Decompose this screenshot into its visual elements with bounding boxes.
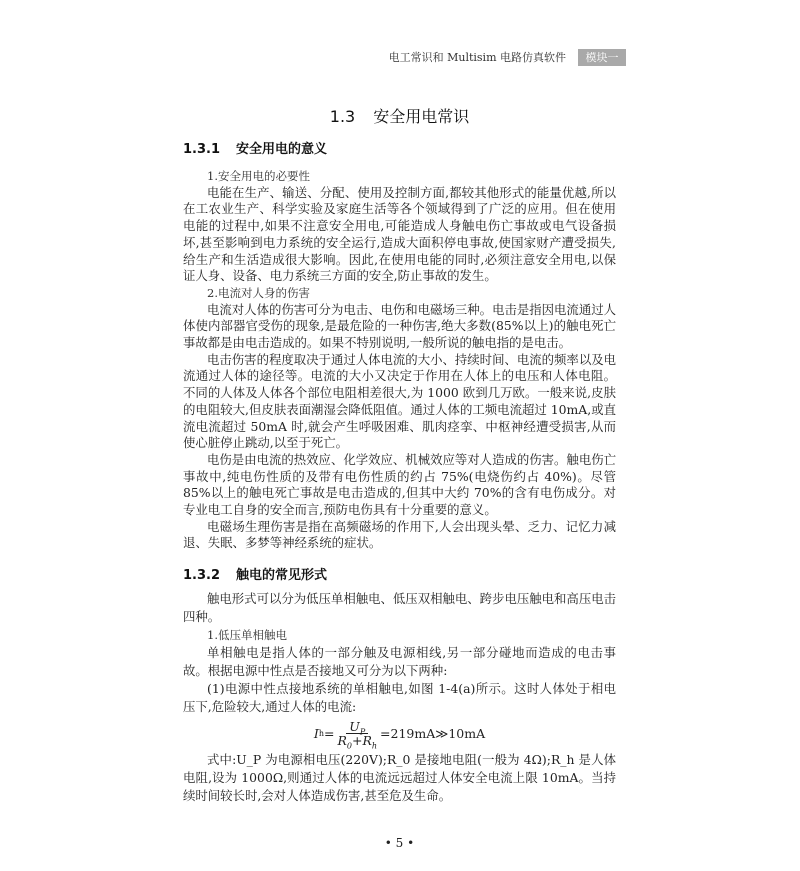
paragraph: 电流对人体的伤害可分为电击、电伤和电磁场三种。电击是指因电流通过人体使内部器官受伤的现象,是最危险的一种伤害,绝大多数(85%以上)的触电死亡事故都是由电击造成的。如果不特别说明,一般所说的触电指的是电击。 (183, 301, 616, 351)
subsection-title: 触电的常见形式 (236, 568, 328, 584)
subsection-number: 1.3.1 (183, 142, 221, 157)
section-number: 1.3 (329, 107, 356, 126)
section-title-text: 安全用电常识 (373, 107, 470, 126)
numerator-symbol: U (349, 719, 360, 735)
page-number: • 5 • (384, 836, 415, 851)
fraction-numerator (346, 719, 368, 737)
paragraph: 电磁场生理伤害是指在高频磁场的作用下,人会出现头晕、乏力、记忆力减退、失眠、多梦等神经系统的症状。 (183, 518, 616, 551)
subsection-title: 安全用电的意义 (236, 142, 328, 157)
fraction-denominator: $R_0+R_h$ (337, 733, 378, 751)
numerator-sub: P (359, 727, 366, 737)
formula-rhs: =219mA≫10mA (380, 725, 486, 741)
subsection-1-3-2 (183, 567, 616, 805)
paragraph: 电击伤害的程度取决于通过人体电流的大小、持续时间、电流的频率以及电流通过人体的途径等。电流的大小又决定于作用在人体上的电压和人体电阻。不同的人体及人体各个部位电阻相差很大,为 1000 欧到几万欧。一般来说,皮肤的电阻较大,但皮肤表面潮湿会降低阻值。通过人体的工频电流超过 10mA,或直流电流超过 50mA 时,就会产生呼吸困难、肌肉痉挛、中枢神经遭受损害,从而使心脏停止跳动,以至于死亡。 (183, 351, 616, 451)
formula-fraction (337, 719, 378, 751)
module-badge: 模块一 (578, 49, 626, 66)
den-a-sub: 0 (346, 741, 352, 751)
subsection-1-3-1 (183, 141, 616, 552)
den-b: R (362, 733, 372, 749)
paragraph: 单相触电是指人体的一部分触及电源相线,另一部分碰地而造成的电击事故。根据电源中性点是否接地又可分为以下两种: (183, 645, 616, 679)
paragraph: 电能在生产、输送、分配、使用及控制方面,都较其他形式的能量优越,所以在工农业生产、科学实验及家庭生活等各个领域得到了广泛的应用。但在使用电能的过程中,如果不注意安全用电,可能造成人身触电伤亡事故或电气设备损坏,甚至影响到电力系统的安全运行,造成大面积停电事故,使国家财产遭受损失,给生产和生活造成很大影响。因此,在使用电能的同时,必须注意安全用电,以保证人身、设备、电力系统三方面的安全,防止事故的发生。 (183, 184, 616, 284)
formula-lhs: I (313, 725, 319, 741)
item-heading: 1.安全用电的必要性 (207, 169, 310, 183)
running-header (183, 49, 626, 66)
current-formula: I h = $\frac{U_P}{R_0+R_h}$ =219mA≫10mA (313, 719, 486, 751)
paragraph: (1)电源中性点接地系统的单相触电,如图 1-4(a)所示。这时人体处于相电压下,危险较大,通过人体的电流: (183, 681, 616, 715)
subsection-number: 1.3.2 (183, 568, 221, 584)
section-title (183, 106, 616, 128)
item-heading: 2.电流对人身的伤害 (207, 285, 310, 300)
den-b-sub: h (371, 741, 378, 751)
book-page (183, 0, 626, 871)
paragraph: 式中:U_P 为电源相电压(220V);R_0 是接地电阻(一般为 4Ω);R_h 是人体电阻,设为 1000Ω,则通过人体的电流远远超过人体安全电流上限 10mA。当持续时间较长时,会对人体造成伤害,甚至危及生命。 (183, 752, 616, 804)
subsection-heading (183, 141, 616, 159)
den-a: R (337, 733, 347, 749)
subsection-heading (183, 567, 616, 585)
paragraph: 触电形式可以分为低压单相触电、低压双相触电、跨步电压触电和高压电击四种。 (183, 591, 616, 625)
running-header-title: 电工常识和 Multisim 电路仿真软件 (388, 50, 566, 64)
paragraph: 电伤是由电流的热效应、化学效应、机械效应等对人造成的伤害。触电伤亡事故中,纯电伤性质的及带有电伤性质的约占 75%(电烧伤约占 40%)。尽管 85%以上的触电死亡事故是电击造成的,但其中大约 70%的含有电伤成分。对专业电工自身的安全而言,预防电伤具有十分重要的意义。 (183, 451, 616, 518)
item-heading: 1.低压单相触电 (207, 628, 287, 643)
